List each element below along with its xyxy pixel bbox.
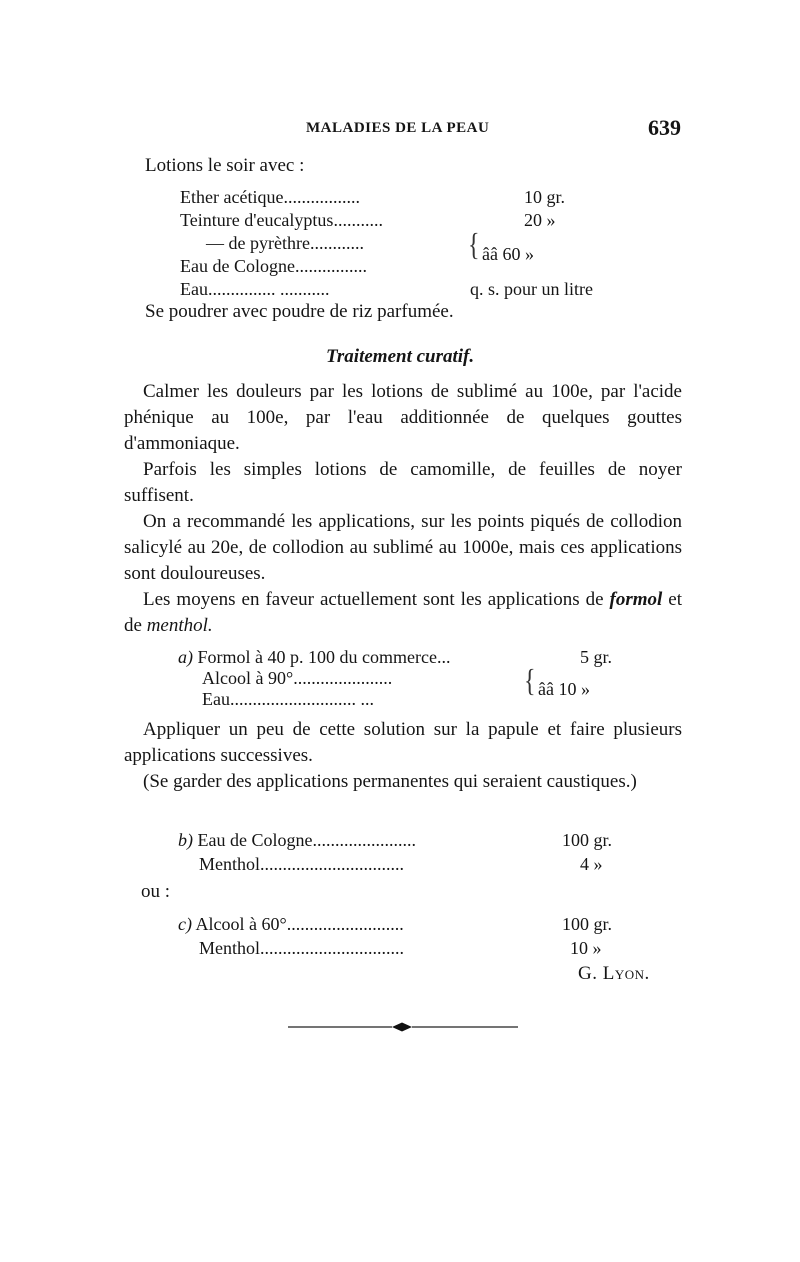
paragraph bbox=[124, 457, 682, 509]
leader-dots: ................................ bbox=[260, 938, 404, 958]
paragraph-text: et de bbox=[124, 589, 683, 636]
formula-row bbox=[178, 829, 416, 851]
leader-dots: ........... bbox=[333, 210, 383, 230]
ingredient-name: Eau de Cologne bbox=[197, 830, 313, 850]
formula-marker: c) bbox=[178, 914, 192, 934]
formula-row bbox=[199, 937, 404, 959]
leader-dots: ...................... bbox=[293, 668, 393, 688]
leader-dots: ............ bbox=[309, 233, 364, 253]
term-menthol: menthol. bbox=[146, 615, 213, 636]
formula-row bbox=[180, 209, 383, 231]
formula-marker: b) bbox=[178, 830, 193, 850]
leader-dots: ................................ bbox=[260, 854, 404, 874]
paragraph-text: Calmer les douleurs par les lotions de sublimé au 100e, par l'acide phénique au 100e, par l'eau additionnée de quelques gouttes d'ammoniaque. bbox=[124, 381, 682, 454]
formula-row bbox=[180, 255, 367, 277]
formula-row bbox=[206, 232, 364, 254]
leader-dots: .......................... bbox=[286, 914, 404, 934]
ingredient-quantity: 20 » bbox=[524, 210, 556, 230]
ingredient-name: Formol à 40 p. 100 du commerce bbox=[197, 647, 437, 667]
ingredient-name: Alcool à 60° bbox=[195, 914, 287, 934]
paragraph bbox=[124, 587, 682, 639]
ingredient-name: Eau de Cologne bbox=[180, 256, 295, 276]
ingredient-quantity: q. s. pour un litre bbox=[470, 279, 593, 299]
ingredient-name: Ether acétique bbox=[180, 187, 284, 207]
paragraph bbox=[124, 769, 682, 795]
paragraph bbox=[124, 509, 682, 587]
author-signature: G. Lyon. bbox=[578, 963, 650, 984]
intro-line: Lotions le soir avec : bbox=[145, 155, 305, 176]
paragraph bbox=[124, 717, 682, 769]
ingredient-name: Alcool à 90° bbox=[202, 668, 294, 688]
paragraph-text: Appliquer un peu de cette solution sur la papule et faire plusieurs applications successives. bbox=[124, 719, 682, 766]
ingredient-name: Menthol bbox=[199, 854, 260, 874]
brace-symbol: { bbox=[524, 665, 536, 699]
term-formol: formol bbox=[609, 589, 663, 610]
section-title: Traitement curatif. bbox=[326, 346, 475, 367]
ingredient-name: Menthol bbox=[199, 938, 260, 958]
ingredient-quantity: 100 gr. bbox=[562, 830, 613, 850]
ingredient-name: — de pyrèthre bbox=[206, 233, 310, 253]
ingredient-name: Eau bbox=[202, 689, 230, 709]
ingredient-quantity: 5 gr. bbox=[580, 647, 613, 667]
ingredient-quantity: 10 » bbox=[570, 938, 602, 958]
leader-dots: ............... ........... bbox=[207, 279, 330, 299]
paragraph-text: On a recommandé les applications, sur les points piqués de collodion salicylé au 20e, de collodion au sublimé au 1000e, mais ces applications sont douloureuses. bbox=[124, 511, 682, 584]
shared-quantity: ââ 60 » bbox=[482, 244, 534, 264]
shared-quantity: ââ 10 » bbox=[538, 679, 590, 699]
ingredient-quantity: 100 gr. bbox=[562, 914, 613, 934]
ornament-divider bbox=[288, 1022, 520, 1032]
formula-row bbox=[202, 667, 392, 689]
formula-row bbox=[180, 186, 360, 208]
leader-dots: ....................... bbox=[312, 830, 416, 850]
leader-dots: ... bbox=[436, 647, 451, 667]
formula-row bbox=[199, 853, 404, 875]
formula-row bbox=[180, 278, 329, 300]
ingredient-name: Eau bbox=[180, 279, 208, 299]
running-header: MALADIES DE LA PEAU bbox=[306, 120, 490, 136]
ingredient-name: Teinture d'eucalyptus bbox=[180, 210, 334, 230]
paragraph-text: Les moyens en faveur actuellement sont les applications de bbox=[143, 589, 604, 610]
leader-dots: ................. bbox=[283, 187, 360, 207]
leader-dots: ................ bbox=[294, 256, 367, 276]
ingredient-quantity: 4 » bbox=[580, 854, 603, 874]
paragraph bbox=[124, 379, 682, 457]
brace-symbol: { bbox=[468, 229, 480, 263]
leader-dots: ............................ ... bbox=[229, 689, 374, 709]
formula-marker: a) bbox=[178, 647, 193, 667]
formula-row bbox=[178, 646, 450, 668]
powder-line: Se poudrer avec poudre de riz parfumée. bbox=[145, 301, 454, 322]
paragraph-text: (Se garder des applications permanentes qui seraient caustiques.) bbox=[143, 771, 637, 792]
formula-row bbox=[202, 688, 374, 710]
formula-row bbox=[178, 913, 404, 935]
page-number: 639 bbox=[648, 115, 681, 140]
ingredient-quantity: 10 gr. bbox=[524, 187, 566, 207]
paragraph-text: Parfois les simples lotions de camomille, de feuilles de noyer suffisent. bbox=[124, 459, 682, 506]
or-line: ou : bbox=[141, 881, 171, 902]
